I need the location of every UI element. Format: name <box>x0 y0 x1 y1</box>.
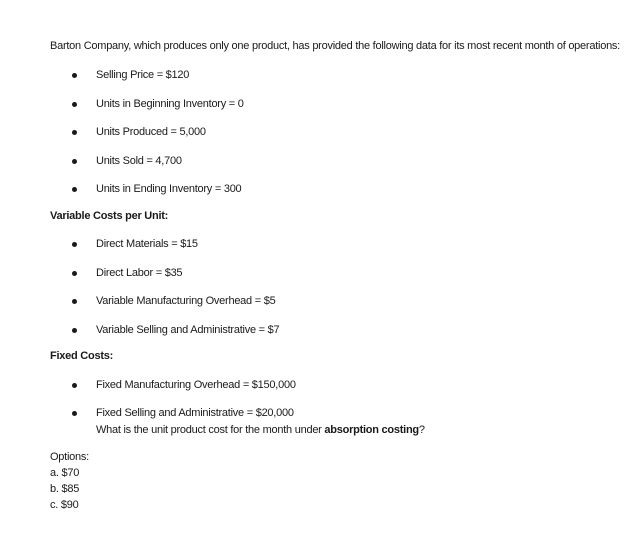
fixed-manufacturing-overhead: Fixed Manufacturing Overhead = $150,000 <box>96 379 296 391</box>
units-sold: Units Sold = 4,700 <box>96 155 182 167</box>
intro-text: Barton Company, which produces only one product, has provided the following data for its most recent month of operations: <box>50 40 620 52</box>
option-a: a. $70 <box>50 467 80 479</box>
bullet-icon <box>72 102 77 107</box>
units-produced: Units Produced = 5,000 <box>96 126 206 138</box>
ending-inventory: Units in Ending Inventory = 300 <box>96 183 242 195</box>
question-after: ? <box>418 424 425 436</box>
beginning-inventory: Units in Beginning Inventory = 0 <box>96 98 244 110</box>
bullet-icon <box>72 130 77 135</box>
question-before: What is the unit product cost for the month under <box>96 424 325 436</box>
bullet-icon <box>72 271 77 276</box>
options-label: Options: <box>50 451 89 463</box>
question-emphasis: absorption costing <box>324 424 419 436</box>
bullet-icon <box>72 187 77 192</box>
bullet-icon <box>72 328 77 333</box>
variable-manufacturing-overhead: Variable Manufacturing Overhead = $5 <box>96 295 276 307</box>
bullet-icon <box>72 242 77 247</box>
option-b: b. $85 <box>50 483 80 495</box>
bullet-icon <box>72 159 77 164</box>
fixed-selling-admin: Fixed Selling and Administrative = $20,000 <box>96 407 294 419</box>
variable-costs-heading: Variable Costs per Unit: <box>50 210 169 222</box>
selling-price: Selling Price = $120 <box>96 69 190 81</box>
direct-labor: Direct Labor = $35 <box>96 267 183 279</box>
fixed-costs-heading: Fixed Costs: <box>50 350 114 362</box>
bullet-icon <box>72 73 77 78</box>
bullet-icon <box>72 299 77 304</box>
direct-materials: Direct Materials = $15 <box>96 238 198 250</box>
question-text <box>96 424 425 436</box>
bullet-icon <box>72 383 77 388</box>
bullet-icon <box>72 411 77 416</box>
option-c: c. $90 <box>50 499 79 511</box>
variable-selling-admin: Variable Selling and Administrative = $7 <box>96 324 280 336</box>
